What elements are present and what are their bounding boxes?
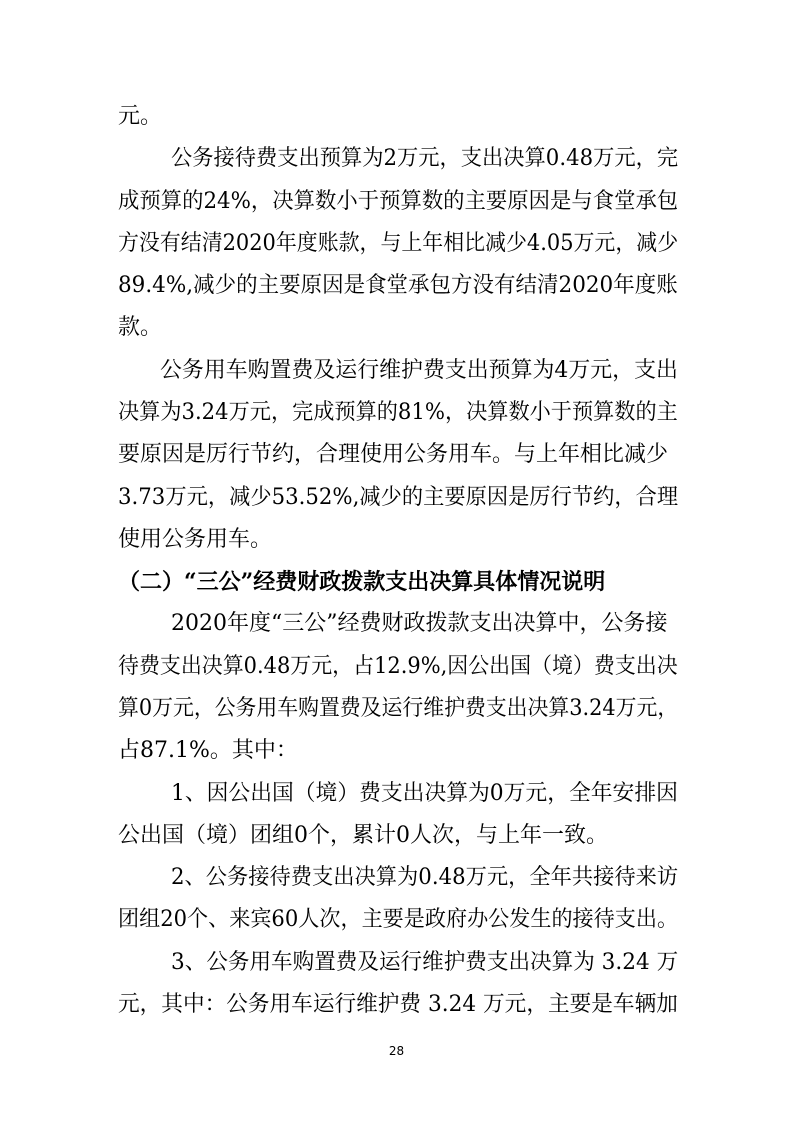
paragraph-line: 决算为3.24万元，完成预算的81%，决算数小于预算数的主 — [118, 400, 678, 425]
paragraph-line: 元。 — [118, 104, 163, 129]
paragraph-line: 2020年度“三公”经费财政拨款支出决算中，公务接 — [171, 611, 668, 636]
page-number: 28 — [388, 1044, 405, 1058]
paragraph-line: 要原因是厉行节约，合理使用公务用车。与上年相比减少 — [118, 442, 669, 467]
list-item: 2、公务接待费支出决算为0.48万元，全年共接待来访 — [171, 865, 679, 890]
paragraph-line: 使用公务用车。 — [118, 527, 273, 552]
paragraph-line: 成预算的24%，决算数小于预算数的主要原因是与食堂承包 — [118, 189, 679, 214]
paragraph-line: 公出国（境）团组0个，累计0人次，与上年一致。 — [118, 823, 608, 848]
section-heading: （二）“三公”经费财政拨款支出决算具体情况说明 — [118, 569, 606, 595]
paragraph-line: 占87.1%。其中： — [118, 738, 298, 763]
list-item: 1、因公出国（境）费支出决算为0万元，全年安排因 — [171, 781, 678, 806]
paragraph-line: 团组20个、来宾60人次，主要是政府办公发生的接待支出。 — [118, 907, 679, 932]
paragraph-line: 待费支出决算0.48万元，占12.9%,因公出国（境）费支出决 — [118, 654, 678, 679]
paragraph-line: 款。 — [118, 315, 163, 340]
paragraph-line: 元，其中：公务用车运行维护费 3.24 万元，主要是车辆加 — [118, 992, 678, 1017]
paragraph-line: 89.4%,减少的主要原因是食堂承包方没有结清2020年度账 — [118, 273, 678, 298]
paragraph-line: 算0万元，公务用车购置费及运行维护费支出决算3.24万元， — [118, 696, 679, 721]
paragraph-line: 公务用车购置费及运行维护费支出预算为4万元，支出 — [160, 358, 678, 383]
paragraph-line: 方没有结清2020年度账款，与上年相比减少4.05万元，减少 — [118, 231, 679, 256]
paragraph-line: 公务接待费支出预算为2万元，支出决算0.48万元，完 — [171, 146, 679, 171]
paragraph-line: 3.73万元，减少53.52%,减少的主要原因是厉行节约，合理 — [118, 485, 679, 510]
list-item: 3、公务用车购置费及运行维护费支出决算为 3.24 万 — [171, 950, 679, 975]
